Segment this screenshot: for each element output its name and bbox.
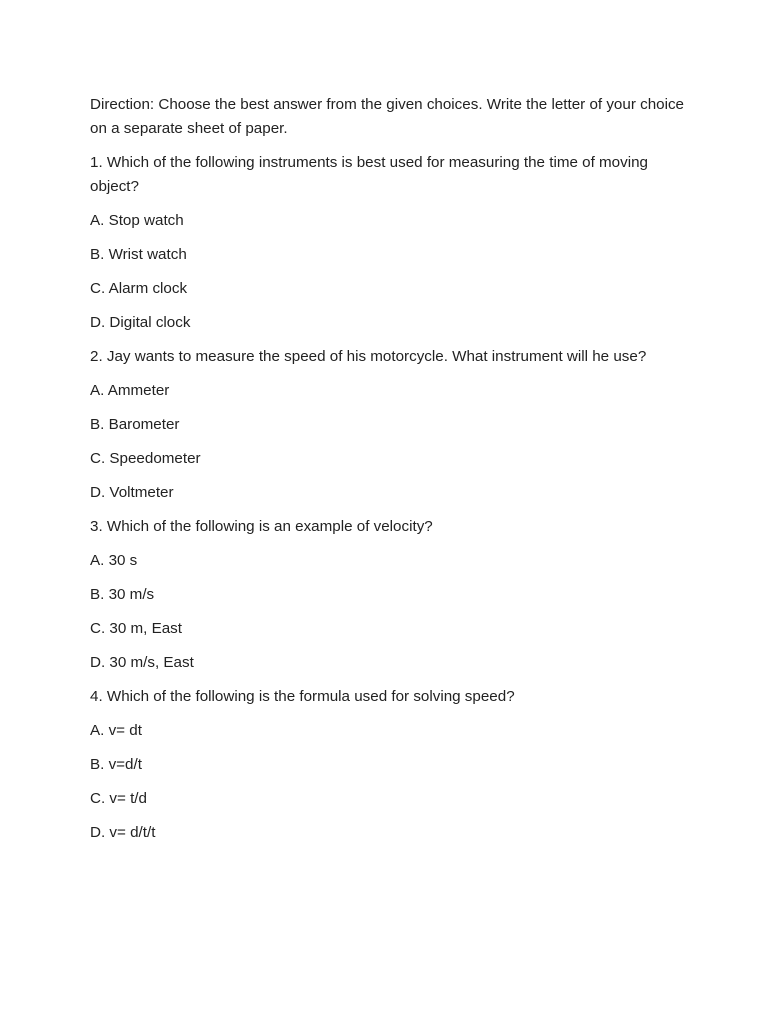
- question-text: 1. Which of the following instruments is best used for measuring the time of moving object?: [90, 154, 648, 195]
- choice-d: D. v= d/t/t: [90, 824, 156, 841]
- question-text: 2. Jay wants to measure the speed of his motorcycle. What instrument will he use?: [90, 348, 647, 365]
- direction-text: Direction: Choose the best answer from the given choices. Write the letter of your choice on a separate sheet of paper.: [90, 96, 685, 137]
- choice-b: B. Wrist watch: [90, 246, 187, 263]
- question-block-1: [90, 151, 690, 335]
- choice-b: B. 30 m/s: [90, 586, 155, 603]
- choice-c: C. Alarm clock: [90, 280, 188, 297]
- choice-d: D. Digital clock: [90, 314, 191, 331]
- question-text: 3. Which of the following is an example of velocity?: [90, 518, 433, 535]
- choice-a: A. v= dt: [90, 722, 142, 739]
- question-block-2: [90, 345, 690, 505]
- choice-a: A. 30 s: [90, 552, 138, 569]
- worksheet-page: [90, 93, 690, 855]
- choice-c: C. 30 m, East: [90, 620, 183, 637]
- question-block-3: [90, 515, 690, 675]
- choice-c: C. Speedometer: [90, 450, 201, 467]
- choice-d: D. 30 m/s, East: [90, 654, 194, 671]
- question-block-4: [90, 685, 690, 845]
- choice-b: B. v=d/t: [90, 756, 142, 773]
- choice-b: B. Barometer: [90, 416, 180, 433]
- question-text: 4. Which of the following is the formula used for solving speed?: [90, 688, 515, 705]
- choice-c: C. v= t/d: [90, 790, 147, 807]
- choice-a: A. Stop watch: [90, 212, 184, 229]
- choice-a: A. Ammeter: [90, 382, 170, 399]
- choice-d: D. Voltmeter: [90, 484, 174, 501]
